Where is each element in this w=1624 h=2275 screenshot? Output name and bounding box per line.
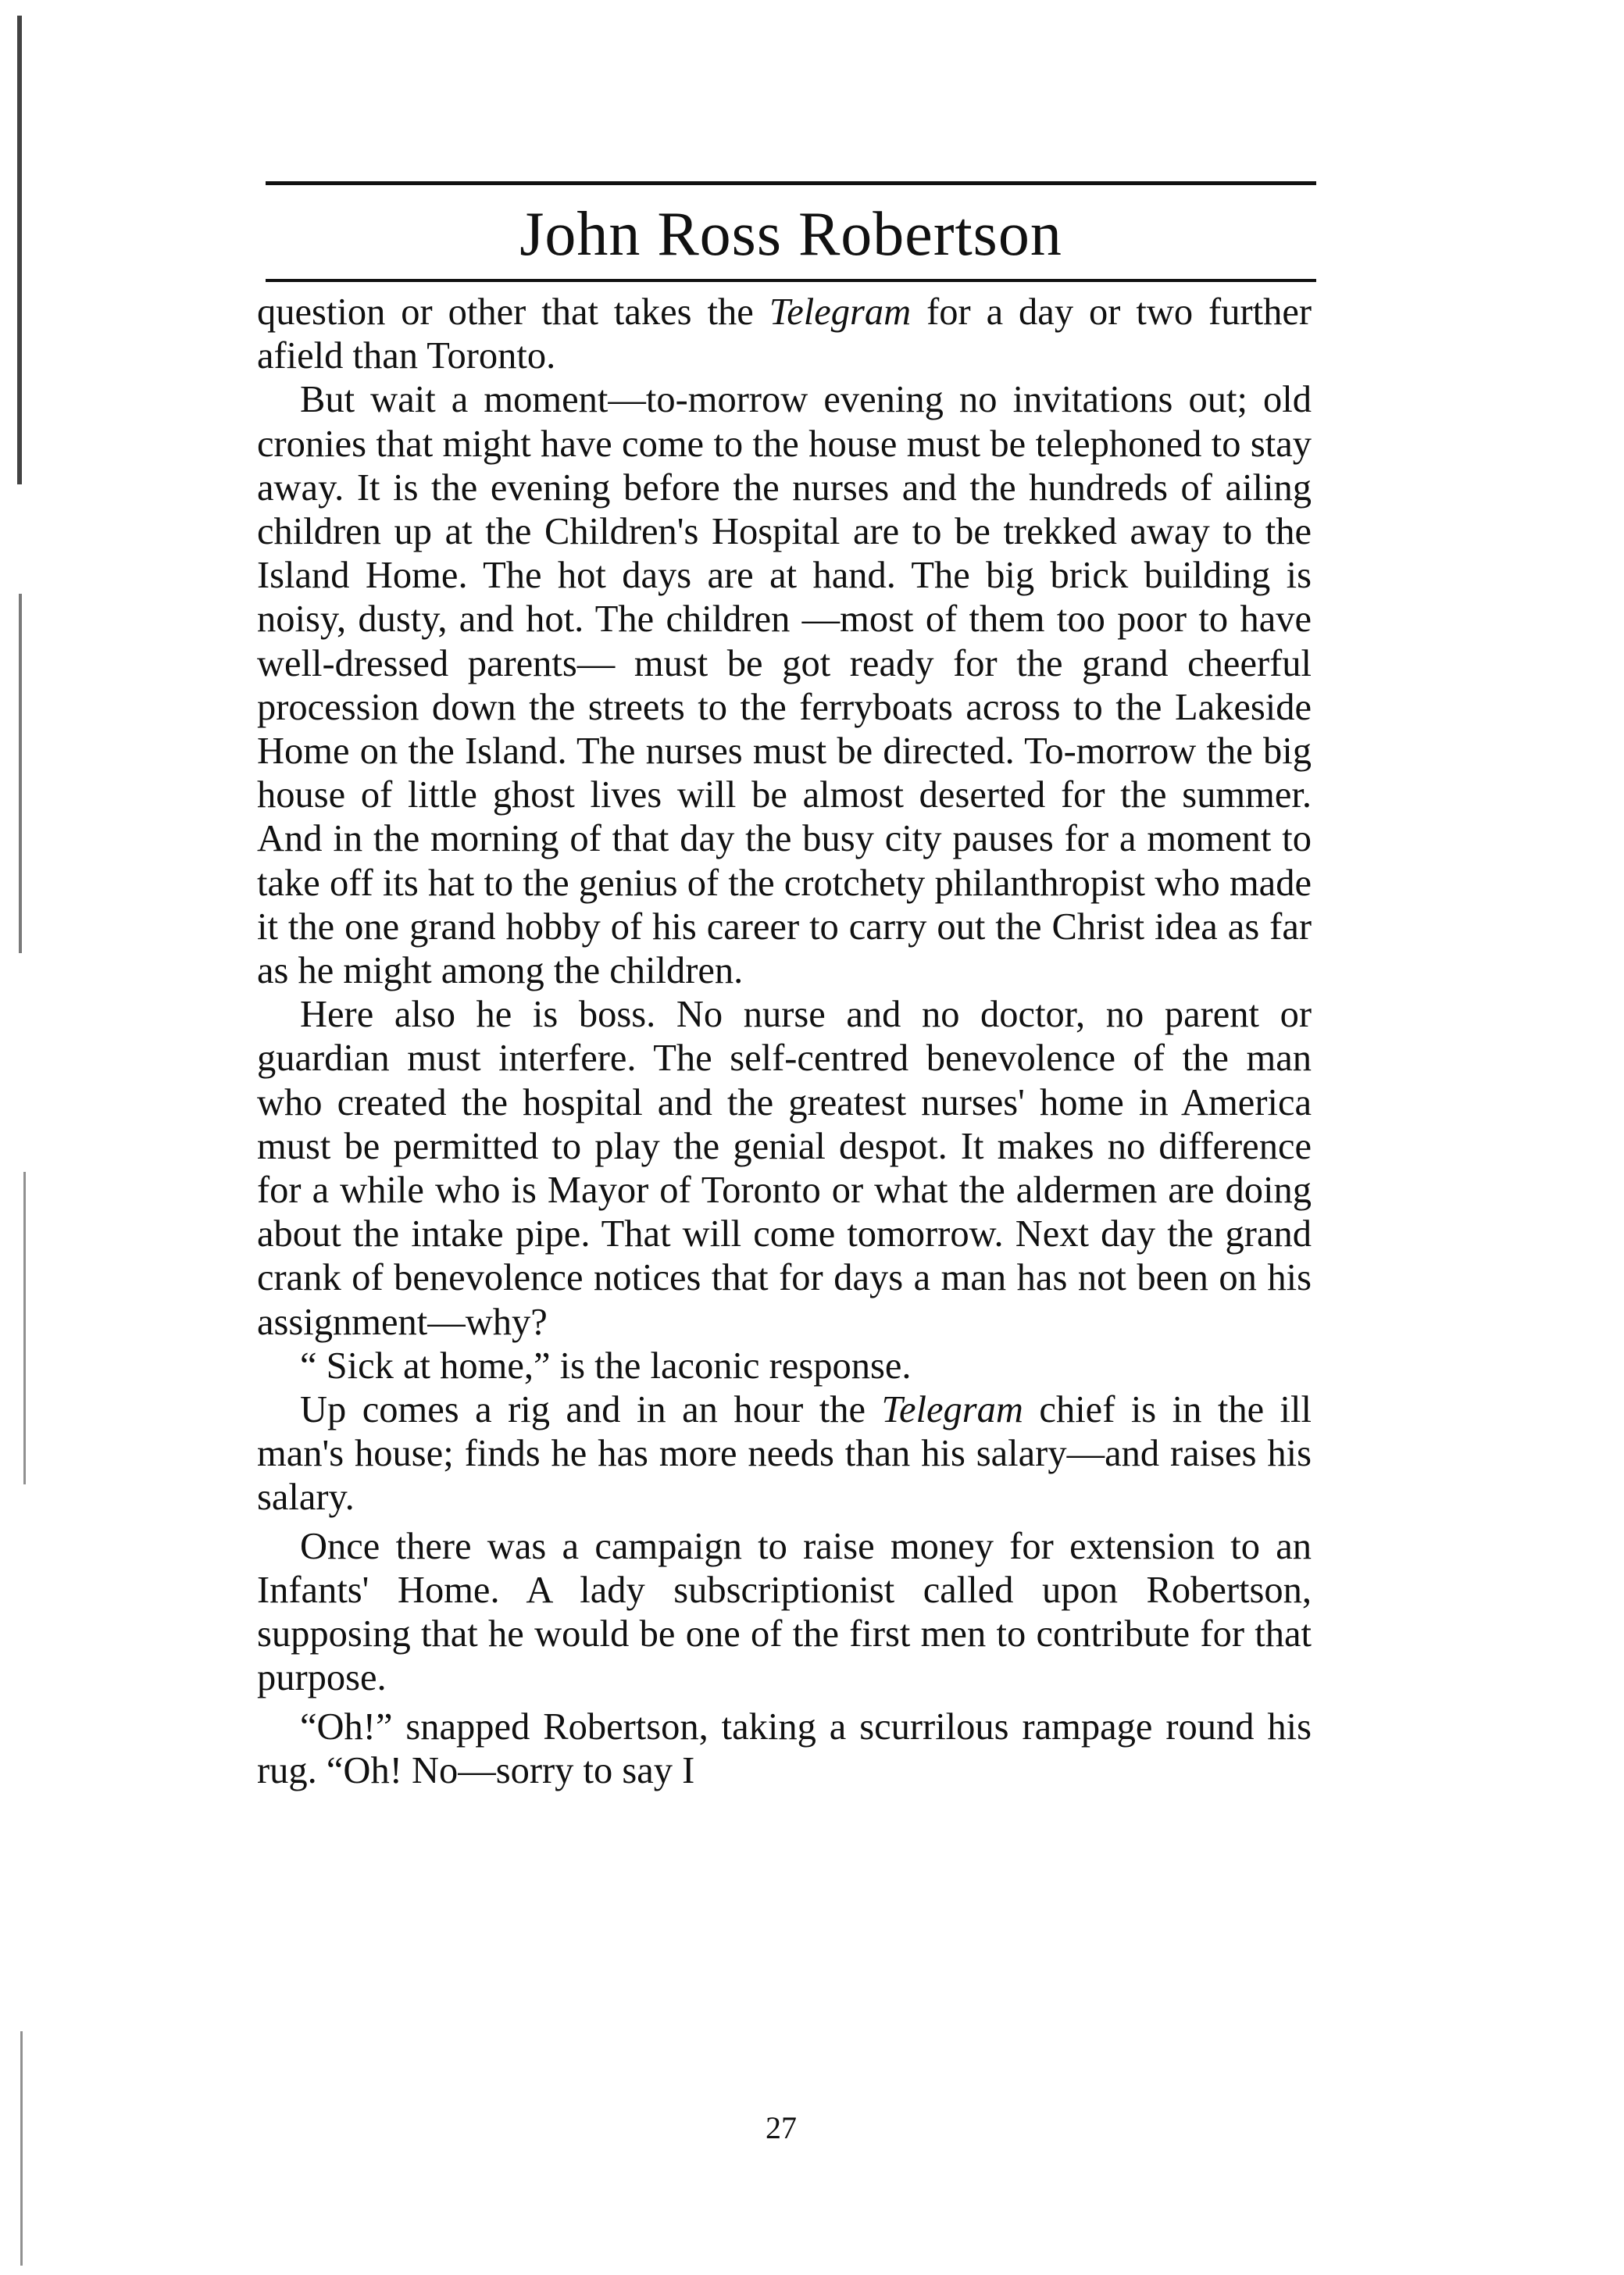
text-run: Up comes a rig and in an hour the — [300, 1389, 882, 1431]
text-run: Here also he is boss. No nurse and no doctor, no parent or guardian must interfere. The self-centred benevolence of the man who created the hospital and the greatest nurses' home in America must be permitted to play the genial despot. It makes no difference for a while who is Mayor of Toronto or what the aldermen are doing about the intake pipe. That will come tomorrow. Next day the grand crank of benevolence notices that for days a man has not been on his assignment—why? — [257, 994, 1312, 1343]
text-run: But wait a moment—to-morrow evening no invitations out; old cronies that might have come to the house must be telephoned to stay away. It is the evening before the nurses and the hundreds of ailing children up at the Children's Hospital are to be trekked away to the Island Home. The hot days are at hand. The big brick building is noisy, dusty, and hot. The children —most of them too poor to have well-dressed parents— must be got ready for the grand cheerful procession down the streets to the ferryboats across to the Lakeside Home on the Island. The nurses must be directed. To-morrow the big house of little ghost lives will be almost deserted for the summer. And in the morning of that day the busy city pauses for a moment to take off its hat to the genius of the crotchety philanthropist who made it the one grand hobby of his career to carry out the Christ idea as far as he might among the children. — [257, 379, 1312, 992]
text-run: for a day or two further afield than Toronto. — [257, 291, 1312, 377]
text-run: Once there was a campaign to raise money for extension to an Infants' Home. A lady subscriptionist called upon Robertson, supposing that he would be one of the first men to contribute for that purpose. — [257, 1525, 1312, 1699]
italic-text: Telegram — [881, 1389, 1023, 1431]
paragraph — [257, 1525, 1312, 1701]
paragraph — [257, 378, 1312, 993]
paragraph — [257, 1705, 1312, 1793]
text-run: chief is in the ill man's house; finds he has more needs than his salary—and raises his salary. — [257, 1389, 1312, 1519]
paragraph — [257, 993, 1312, 1345]
paragraph — [257, 1388, 1312, 1520]
paragraph — [257, 291, 1312, 378]
text-run: “ Sick at home,” is the laconic response. — [300, 1345, 912, 1387]
scan-margin-artifacts — [0, 0, 62, 2275]
header-rule-bottom — [266, 279, 1316, 282]
italic-text: Telegram — [769, 291, 912, 333]
text-run: “Oh!” snapped Robertson, taking a scurrilous rampage round his rug. “Oh! No—sorry to say I — [257, 1705, 1312, 1791]
text-run: question or other that takes the — [257, 291, 769, 333]
page-number: 27 — [766, 2110, 797, 2145]
header-rule-top — [266, 181, 1316, 185]
paragraph — [257, 1345, 1312, 1388]
running-head-title: John Ross Robertson — [519, 200, 1062, 269]
body-text — [257, 291, 1312, 1793]
